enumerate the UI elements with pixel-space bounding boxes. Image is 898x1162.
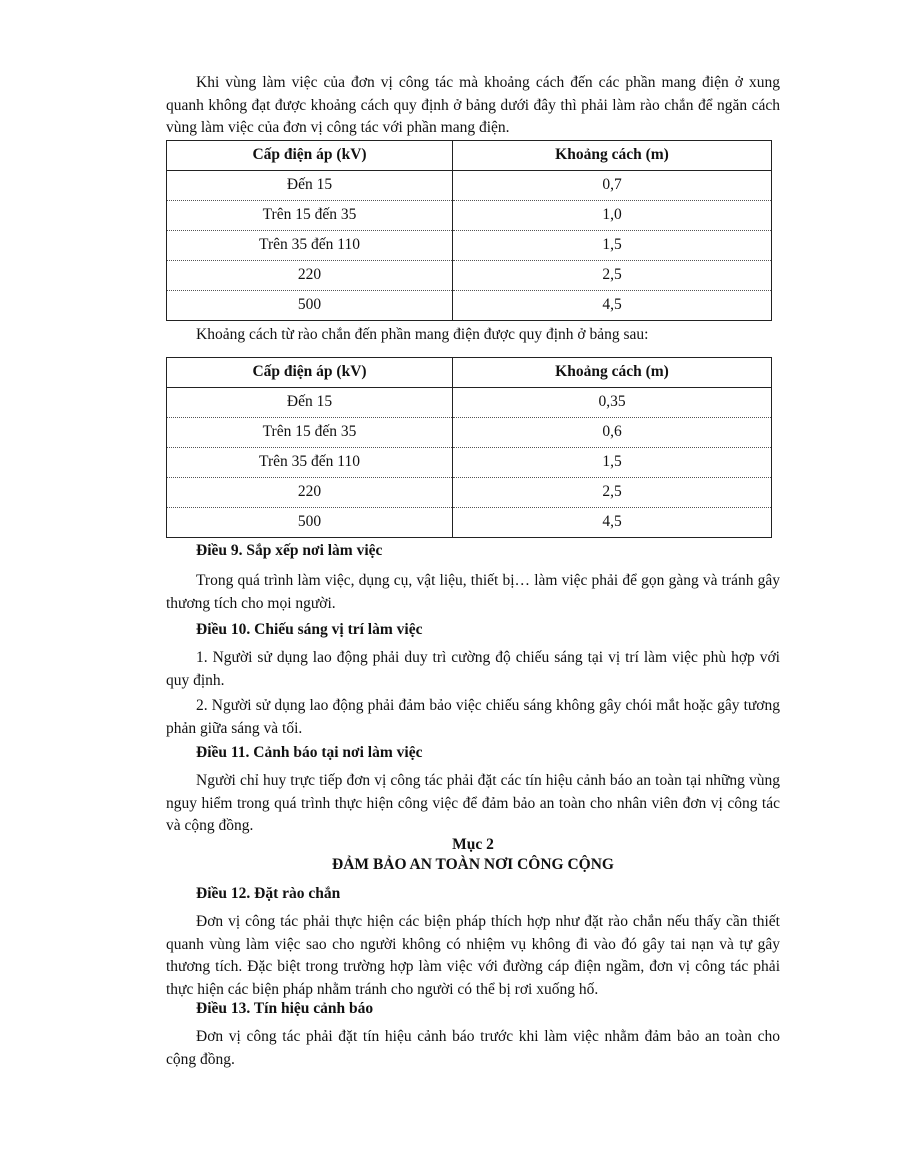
table-cell-voltage: Đến 15 — [167, 388, 453, 418]
article-9-body: Trong quá trình làm việc, dụng cụ, vật liệu, thiết bị… làm việc phải để gọn gàng và tránh gây thương tích cho mọi người. — [166, 572, 780, 612]
table-row — [167, 478, 772, 508]
table-cell-distance: 1,5 — [453, 231, 772, 261]
distance-table-1 — [166, 140, 772, 321]
article-13-heading: Điều 13. Tín hiệu cảnh báo — [196, 1000, 374, 1017]
article-12-body: Đơn vị công tác phải thực hiện các biện pháp thích hợp như đặt rào chắn nếu thấy cần thiết quanh vùng làm việc sao cho người không có nhiệm vụ không đi vào đó gây tai nạn và tự gây thương tích. Đặc biệt trong trường hợp làm việc với đường cáp điện ngầm, đơn vị công tác phải thực hiện các biện pháp nhằm tránh cho người có thể bị rơi xuống hố. — [166, 913, 780, 998]
table-cell-distance: 2,5 — [453, 478, 772, 508]
table-cell-distance: 4,5 — [453, 508, 772, 538]
table-header-voltage: Cấp điện áp (kV) — [167, 358, 453, 388]
article-9-heading: Điều 9. Sắp xếp nơi làm việc — [196, 542, 383, 559]
article-13-body: Đơn vị công tác phải đặt tín hiệu cảnh báo trước khi làm việc nhằm đảm bảo an toàn cho cộng đồng. — [166, 1028, 780, 1068]
article-12-heading: Điều 12. Đặt rào chắn — [196, 885, 341, 902]
table-cell-distance: 0,35 — [453, 388, 772, 418]
table-cell-voltage: 220 — [167, 261, 453, 291]
table-row — [167, 388, 772, 418]
table-cell-distance: 0,6 — [453, 418, 772, 448]
table-header-row — [167, 141, 772, 171]
table-cell-distance: 1,5 — [453, 448, 772, 478]
table-cell-voltage: 500 — [167, 291, 453, 321]
article-10-heading: Điều 10. Chiếu sáng vị trí làm việc — [196, 621, 423, 638]
table-row — [167, 508, 772, 538]
table-cell-voltage: Trên 35 đến 110 — [167, 231, 453, 261]
table-cell-voltage: Trên 15 đến 35 — [167, 201, 453, 231]
distance-table-2 — [166, 357, 772, 538]
table-cell-voltage: Trên 15 đến 35 — [167, 418, 453, 448]
article-10-item-2: 2. Người sử dụng lao động phải đảm bảo việc chiếu sáng không gây chói mắt hoặc gây tương phản giữa sáng và tối. — [166, 697, 780, 737]
table-cell-voltage: Đến 15 — [167, 171, 453, 201]
table-header-voltage: Cấp điện áp (kV) — [167, 141, 453, 171]
table-header-distance: Khoảng cách (m) — [453, 141, 772, 171]
table-cell-distance: 1,0 — [453, 201, 772, 231]
table-cell-distance: 4,5 — [453, 291, 772, 321]
section-title: ĐẢM BẢO AN TOÀN NƠI CÔNG CỘNG — [332, 856, 614, 873]
between-tables-text: Khoảng cách từ rào chắn đến phần mang điện được quy định ở bảng sau: — [196, 326, 649, 343]
table-row — [167, 418, 772, 448]
table-row — [167, 171, 772, 201]
table-cell-voltage: 500 — [167, 508, 453, 538]
section-label: Mục 2 — [452, 836, 494, 853]
table-row — [167, 291, 772, 321]
table-header-row — [167, 358, 772, 388]
table-cell-voltage: Trên 35 đến 110 — [167, 448, 453, 478]
table-row — [167, 201, 772, 231]
table-cell-distance: 2,5 — [453, 261, 772, 291]
table-row — [167, 448, 772, 478]
intro-paragraph: Khi vùng làm việc của đơn vị công tác mà khoảng cách đến các phần mang điện ở xung quanh không đạt được khoảng cách quy định ở bảng dưới đây thì phải làm rào chắn để ngăn cách vùng làm việc của đơn vị công tác với phần mang điện. — [166, 74, 780, 136]
article-11-heading: Điều 11. Cảnh báo tại nơi làm việc — [196, 744, 423, 761]
article-10-item-1: 1. Người sử dụng lao động phải duy trì cường độ chiếu sáng tại vị trí làm việc phù hợp với quy định. — [166, 649, 780, 689]
table-row — [167, 231, 772, 261]
table-header-distance: Khoảng cách (m) — [453, 358, 772, 388]
table-cell-distance: 0,7 — [453, 171, 772, 201]
table-row — [167, 261, 772, 291]
table-cell-voltage: 220 — [167, 478, 453, 508]
article-11-body: Người chỉ huy trực tiếp đơn vị công tác phải đặt các tín hiệu cảnh báo an toàn tại những vùng nguy hiểm trong quá trình thực hiện công việc để đảm bảo an toàn cho nhân viên đơn vị công tác và cộng đồng. — [166, 772, 780, 834]
